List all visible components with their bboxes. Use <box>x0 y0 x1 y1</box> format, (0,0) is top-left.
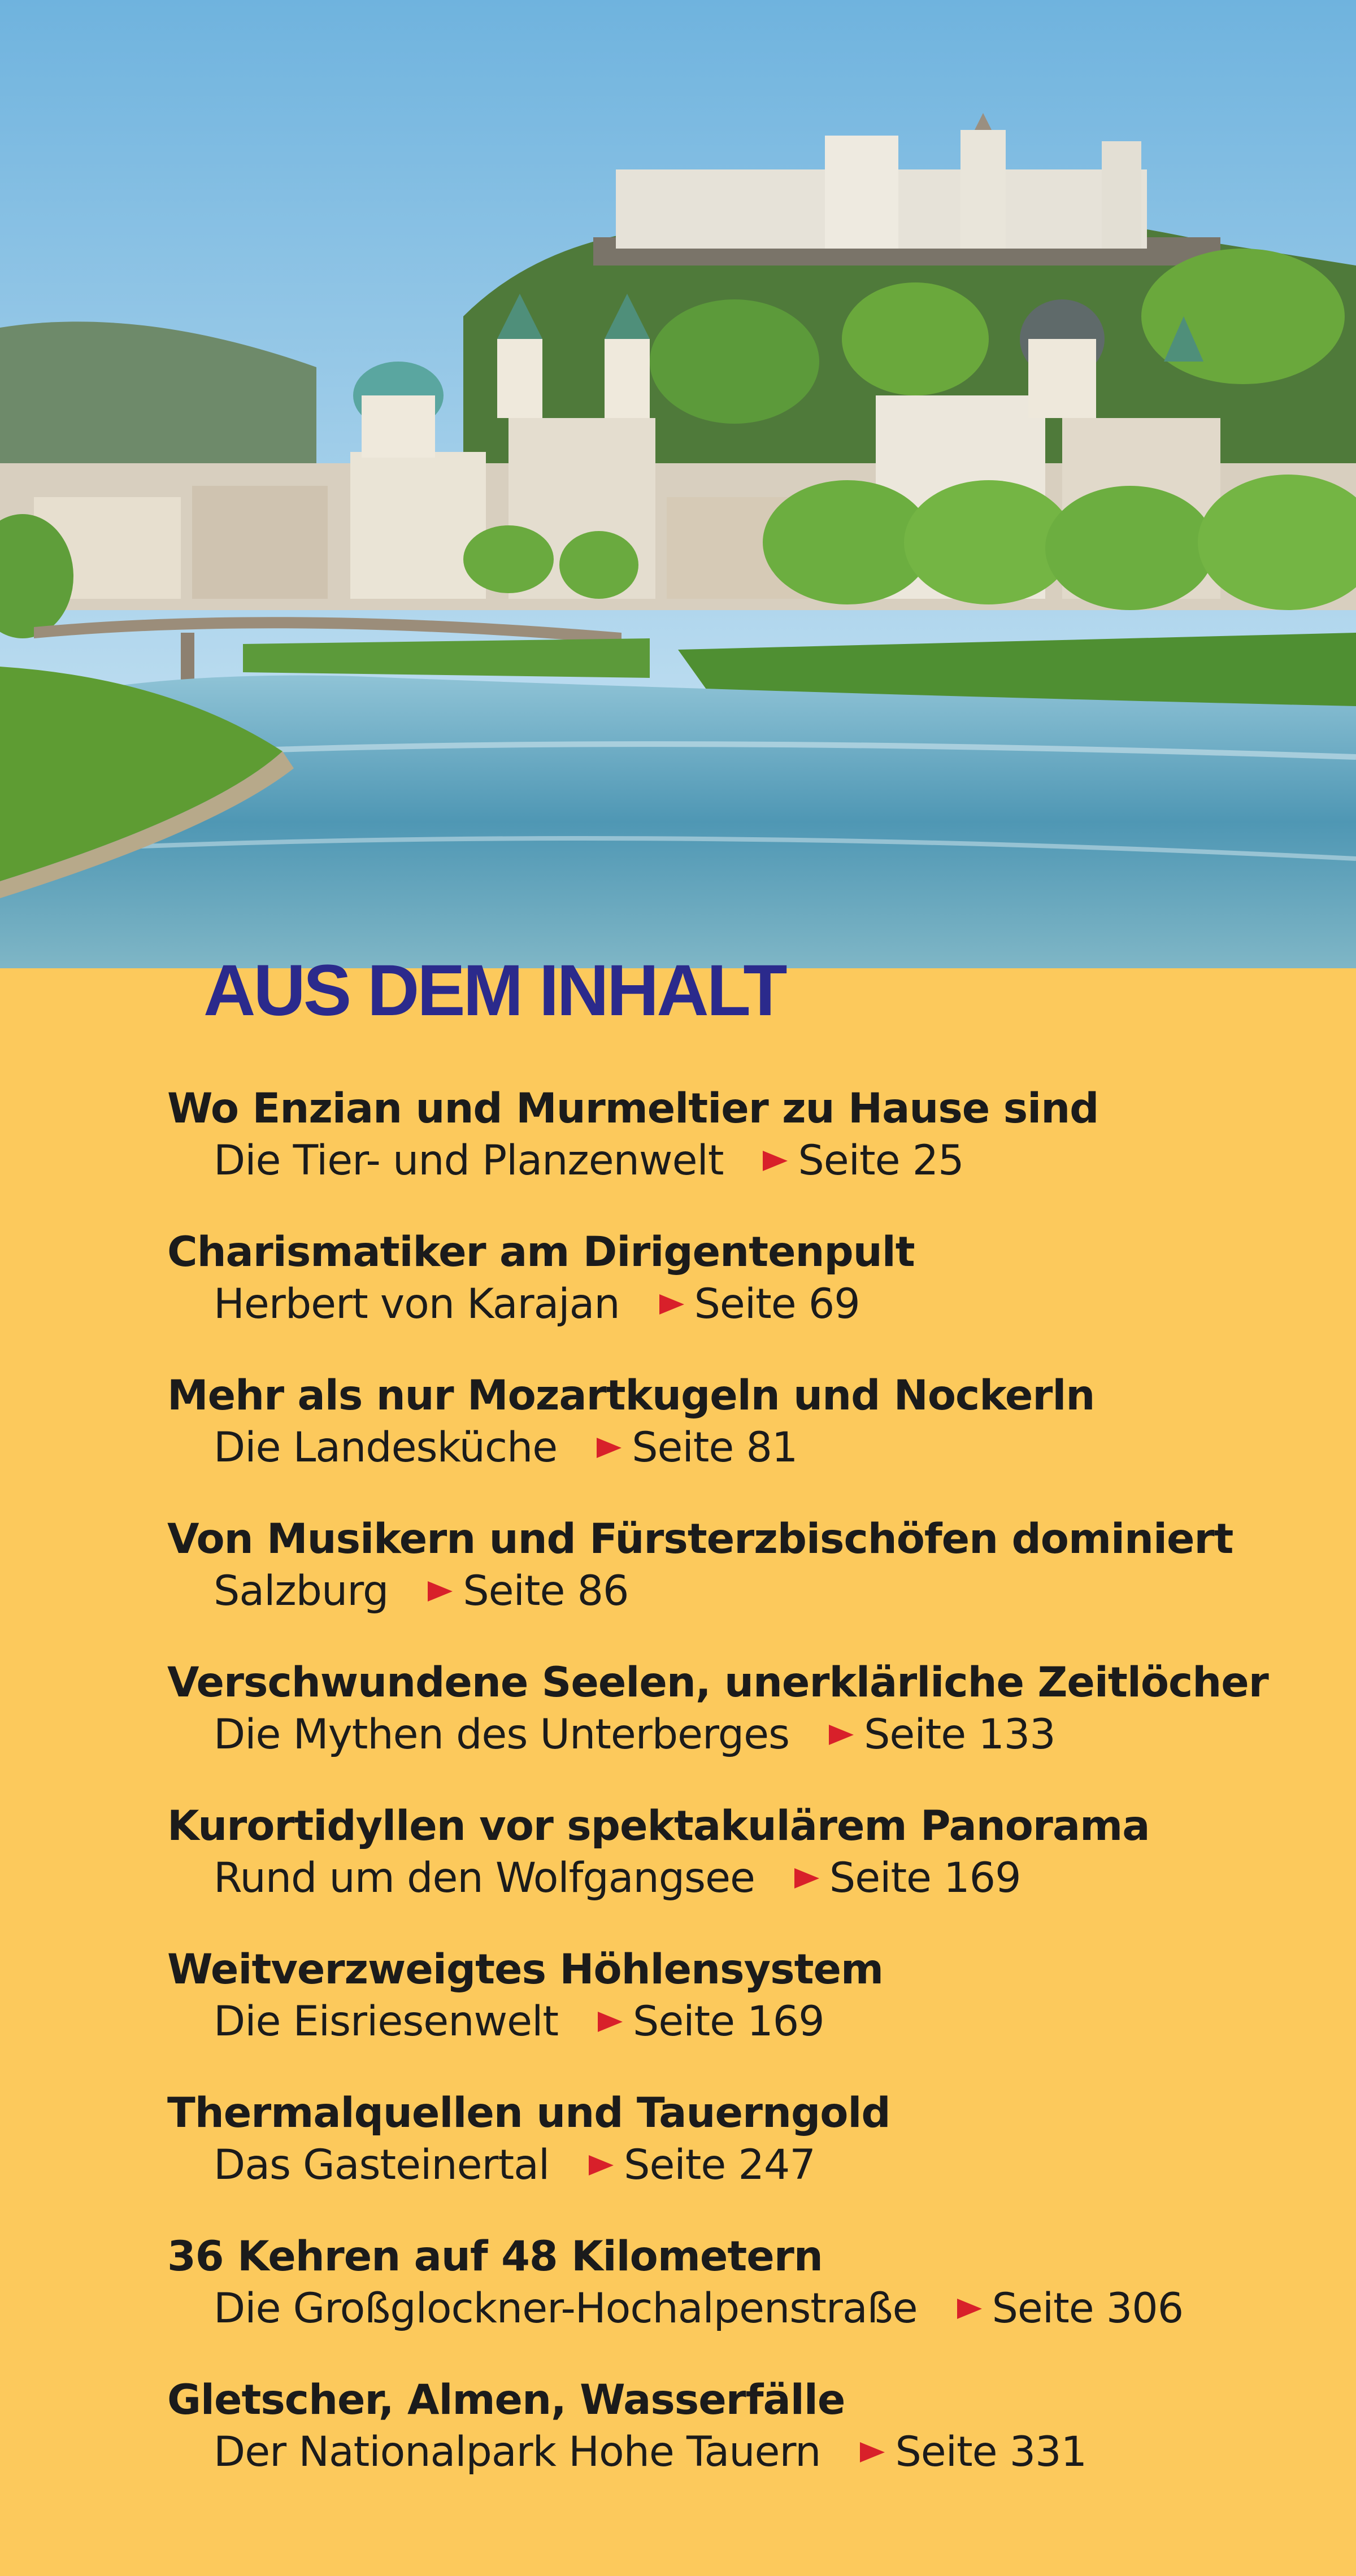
entry-subtitle-row <box>214 1279 860 1330</box>
toc-panel <box>0 950 1356 2576</box>
toc-entry <box>167 1084 1331 1227</box>
toc-entry <box>167 2231 1331 2375</box>
toc-entry <box>167 1801 1331 1944</box>
entry-page: Seite 169 <box>633 1998 824 2046</box>
toc-list <box>167 1084 1331 2518</box>
entry-subtitle-row <box>214 2140 815 2191</box>
entry-subtitle: Salzburg <box>214 1567 389 1615</box>
entry-subtitle: Die Eisriesenwelt <box>214 1998 558 2046</box>
toc-heading: AUS DEM INHALT <box>203 950 785 1031</box>
toc-entry <box>167 2375 1331 2518</box>
entry-page: Seite 81 <box>632 1424 798 1472</box>
entry-title: Kurortidyllen vor spektakulärem Panorama <box>167 1802 1150 1850</box>
red-arrow-icon <box>589 2155 614 2175</box>
entry-page: Seite 86 <box>463 1567 629 1615</box>
entry-subtitle-row <box>214 1422 797 1473</box>
entry-page: Seite 331 <box>895 2428 1087 2476</box>
toc-entry <box>167 1657 1331 1801</box>
entry-page: Seite 25 <box>798 1137 964 1185</box>
entry-subtitle-row <box>214 1853 1021 1904</box>
entry-title: Wo Enzian und Murmeltier zu Hause sind <box>167 1085 1099 1133</box>
toc-entry <box>167 1227 1331 1370</box>
entry-title: Thermalquellen und Tauerngold <box>167 2089 890 2137</box>
toc-entry <box>167 2088 1331 2231</box>
entry-title: 36 Kehren auf 48 Kilometern <box>167 2233 823 2281</box>
red-arrow-icon <box>860 2442 885 2462</box>
red-arrow-icon <box>428 1581 453 1602</box>
entry-title: Charismatiker am Dirigentenpult <box>167 1228 915 1276</box>
entry-page: Seite 69 <box>694 1280 860 1328</box>
toc-entry <box>167 1514 1331 1657</box>
entry-subtitle: Die Mythen des Unterberges <box>214 1711 790 1759</box>
red-arrow-icon <box>597 1438 621 1458</box>
toc-entry <box>167 1370 1331 1514</box>
entry-subtitle-row <box>214 1135 964 1186</box>
toc-entry <box>167 1944 1331 2088</box>
entry-title: Gletscher, Almen, Wasserfälle <box>167 2376 845 2424</box>
entry-subtitle-row <box>214 2427 1086 2478</box>
entry-subtitle: Das Gasteinertal <box>214 2141 550 2189</box>
entry-subtitle: Die Großglockner-Hochalpenstraße <box>214 2285 918 2333</box>
red-arrow-icon <box>957 2299 982 2319</box>
entry-title: Verschwundene Seelen, unerklärliche Zeitlöcher <box>167 1659 1268 1707</box>
red-arrow-icon <box>763 1151 788 1171</box>
entry-page: Seite 169 <box>829 1854 1021 1902</box>
entry-page: Seite 306 <box>992 2285 1184 2333</box>
red-arrow-icon <box>829 1725 854 1745</box>
red-arrow-icon <box>659 1294 684 1315</box>
entry-title: Weitverzweigtes Höhlensystem <box>167 1946 884 1994</box>
entry-subtitle: Der Nationalpark Hohe Tauern <box>214 2428 821 2476</box>
entry-subtitle-row <box>214 1566 629 1617</box>
entry-subtitle: Die Landesküche <box>214 1424 558 1472</box>
red-arrow-icon <box>794 1868 819 1889</box>
red-arrow-icon <box>598 2012 623 2032</box>
entry-subtitle-row <box>214 1996 824 2047</box>
entry-title: Von Musikern und Fürsterzbischöfen dominiert <box>167 1515 1233 1563</box>
entry-subtitle-row <box>214 2283 1183 2334</box>
entry-subtitle: Rund um den Wolfgangsee <box>214 1854 755 1902</box>
entry-page: Seite 247 <box>624 2141 815 2189</box>
entry-subtitle: Herbert von Karajan <box>214 1280 620 1328</box>
entry-page: Seite 133 <box>864 1711 1055 1759</box>
entry-title: Mehr als nur Mozartkugeln und Nockerln <box>167 1372 1095 1420</box>
entry-subtitle-row <box>214 1709 1055 1760</box>
entry-subtitle: Die Tier- und Planzenwelt <box>214 1137 724 1185</box>
salzburg-photo <box>0 0 1356 968</box>
